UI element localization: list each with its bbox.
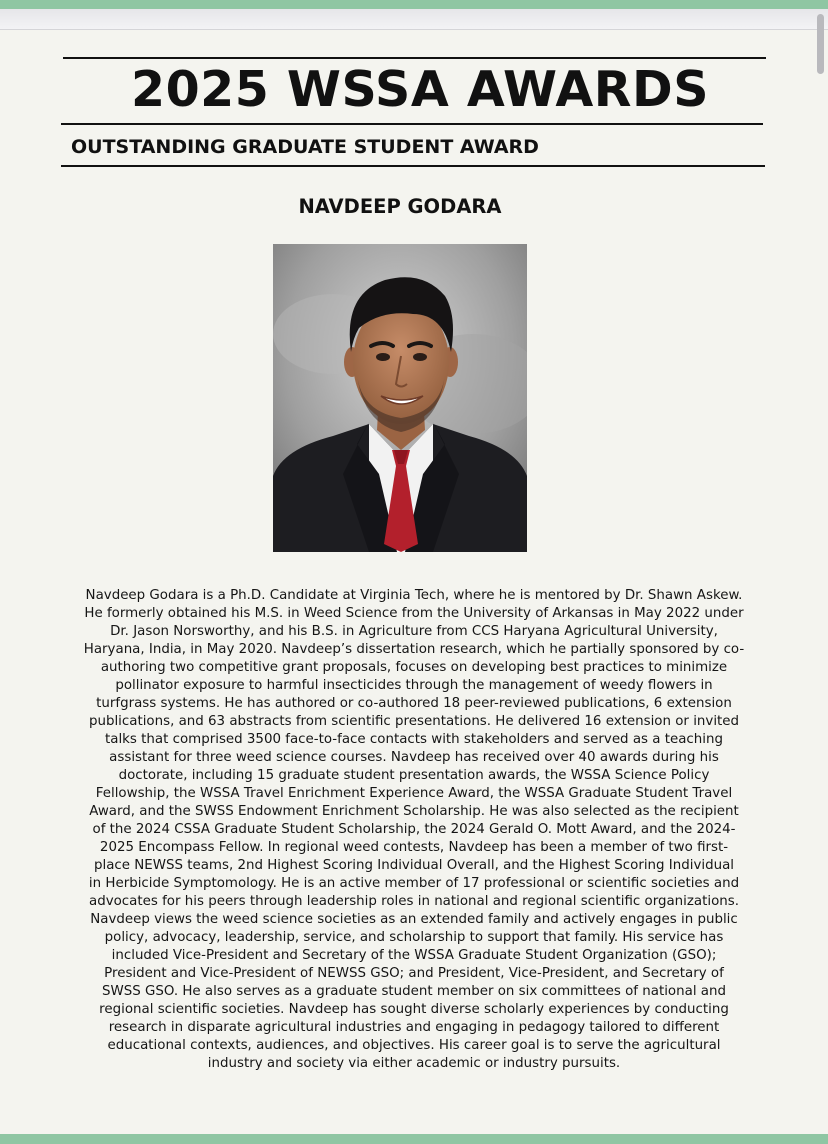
bio-line: Haryana, India, in May 2020. Navdeep’s dissertation research, which he partially sponsored by co- xyxy=(83,642,745,657)
subtitle-bottom-rule xyxy=(61,165,765,167)
bio-line: place NEWSS teams, 2nd Highest Scoring Individual Overall, and the Highest Scoring Individual xyxy=(93,858,735,873)
recipient-bio xyxy=(48,587,780,1073)
title-top-rule xyxy=(63,57,766,59)
bio-line: regional scientific societies. Navdeep has sought diverse scholarly experiences by conducting xyxy=(99,1002,729,1017)
top-toolbar-stripe xyxy=(0,9,828,30)
bio-line: publications, and 63 abstracts from scientific presentations. He delivered 16 extension or invited xyxy=(88,714,740,729)
bio-line: policy, advocacy, leadership, service, and scholarship to support that family. His service has xyxy=(104,930,724,945)
bio-line: research in disparate agricultural industries and engaging in pedagogy tailored to different xyxy=(108,1020,720,1035)
bio-line: pollinator exposure to harmful insecticides through the management of weedy flowers in xyxy=(115,678,713,693)
bio-line: talks that comprised 3500 face-to-face contacts with stakeholders and served as a teaching xyxy=(105,732,723,747)
bio-line: SWSS GSO. He also serves as a graduate student member on six committees of national and xyxy=(101,984,726,999)
page-title: 2025 WSSA AWARDS xyxy=(130,61,710,118)
top-accent-bar xyxy=(0,0,828,9)
bio-line: He formerly obtained his M.S. in Weed Science from the University of Arkansas in May 2022 under xyxy=(84,606,744,621)
bio-line: authoring two competitive grant proposals, focuses on developing best practices to minimize xyxy=(100,660,728,675)
bio-line: turfgrass systems. He has authored or co-authored 18 peer-reviewed publications, 6 extension xyxy=(96,696,732,711)
recipient-name: NAVDEEP GODARA xyxy=(298,195,502,218)
bio-line: in Herbicide Symptomology. He is an active member of 17 professional or scientific societies and xyxy=(88,876,740,891)
bio-line: Dr. Jason Norsworthy, and his B.S. in Agriculture from CCS Haryana Agricultural University, xyxy=(110,624,718,639)
bio-line: educational contexts, audiences, and objectives. His career goal is to serve the agricultural xyxy=(107,1038,721,1053)
bio-line: Navdeep Godara is a Ph.D. Candidate at Virginia Tech, where he is mentored by Dr. Shawn Askew. xyxy=(85,588,743,603)
bio-line: Fellowship, the WSSA Travel Enrichment Experience Award, the WSSA Graduate Student Travel xyxy=(95,786,733,801)
bio-line: advocates for his peers through leadership roles in national and regional scientific organizations. xyxy=(88,894,740,909)
bio-line: President and Vice-President of NEWSS GSO; and President, Vice-President, and Secretary of xyxy=(104,966,724,981)
bio-line: assistant for three weed science courses. Navdeep has received over 40 awards during his xyxy=(109,750,719,765)
bio-line: industry and society via either academic or industry pursuits. xyxy=(207,1056,621,1071)
bio-line: doctorate, including 15 graduate student presentation awards, the WSSA Science Policy xyxy=(118,768,710,783)
bio-line: 2025 Encompass Fellow. In regional weed contests, Navdeep has been a member of two first- xyxy=(99,840,729,855)
portrait-photo xyxy=(273,244,527,552)
title-bottom-rule xyxy=(61,123,763,125)
bio-line: Award, and the SWSS Endowment Enrichment Scholarship. He was also selected as the recipient xyxy=(89,804,739,819)
bio-line: of the 2024 CSSA Graduate Student Scholarship, the 2024 Gerald O. Mott Award, and the 2024- xyxy=(92,822,736,837)
bottom-accent-bar xyxy=(0,1134,828,1144)
bio-line: included Vice-President and Secretary of the WSSA Graduate Student Organization (GSO); xyxy=(111,948,717,963)
award-subtitle: OUTSTANDING GRADUATE STUDENT AWARD xyxy=(71,136,539,158)
bio-line: Navdeep views the weed science societies as an extended family and actively engages in public xyxy=(90,912,738,927)
